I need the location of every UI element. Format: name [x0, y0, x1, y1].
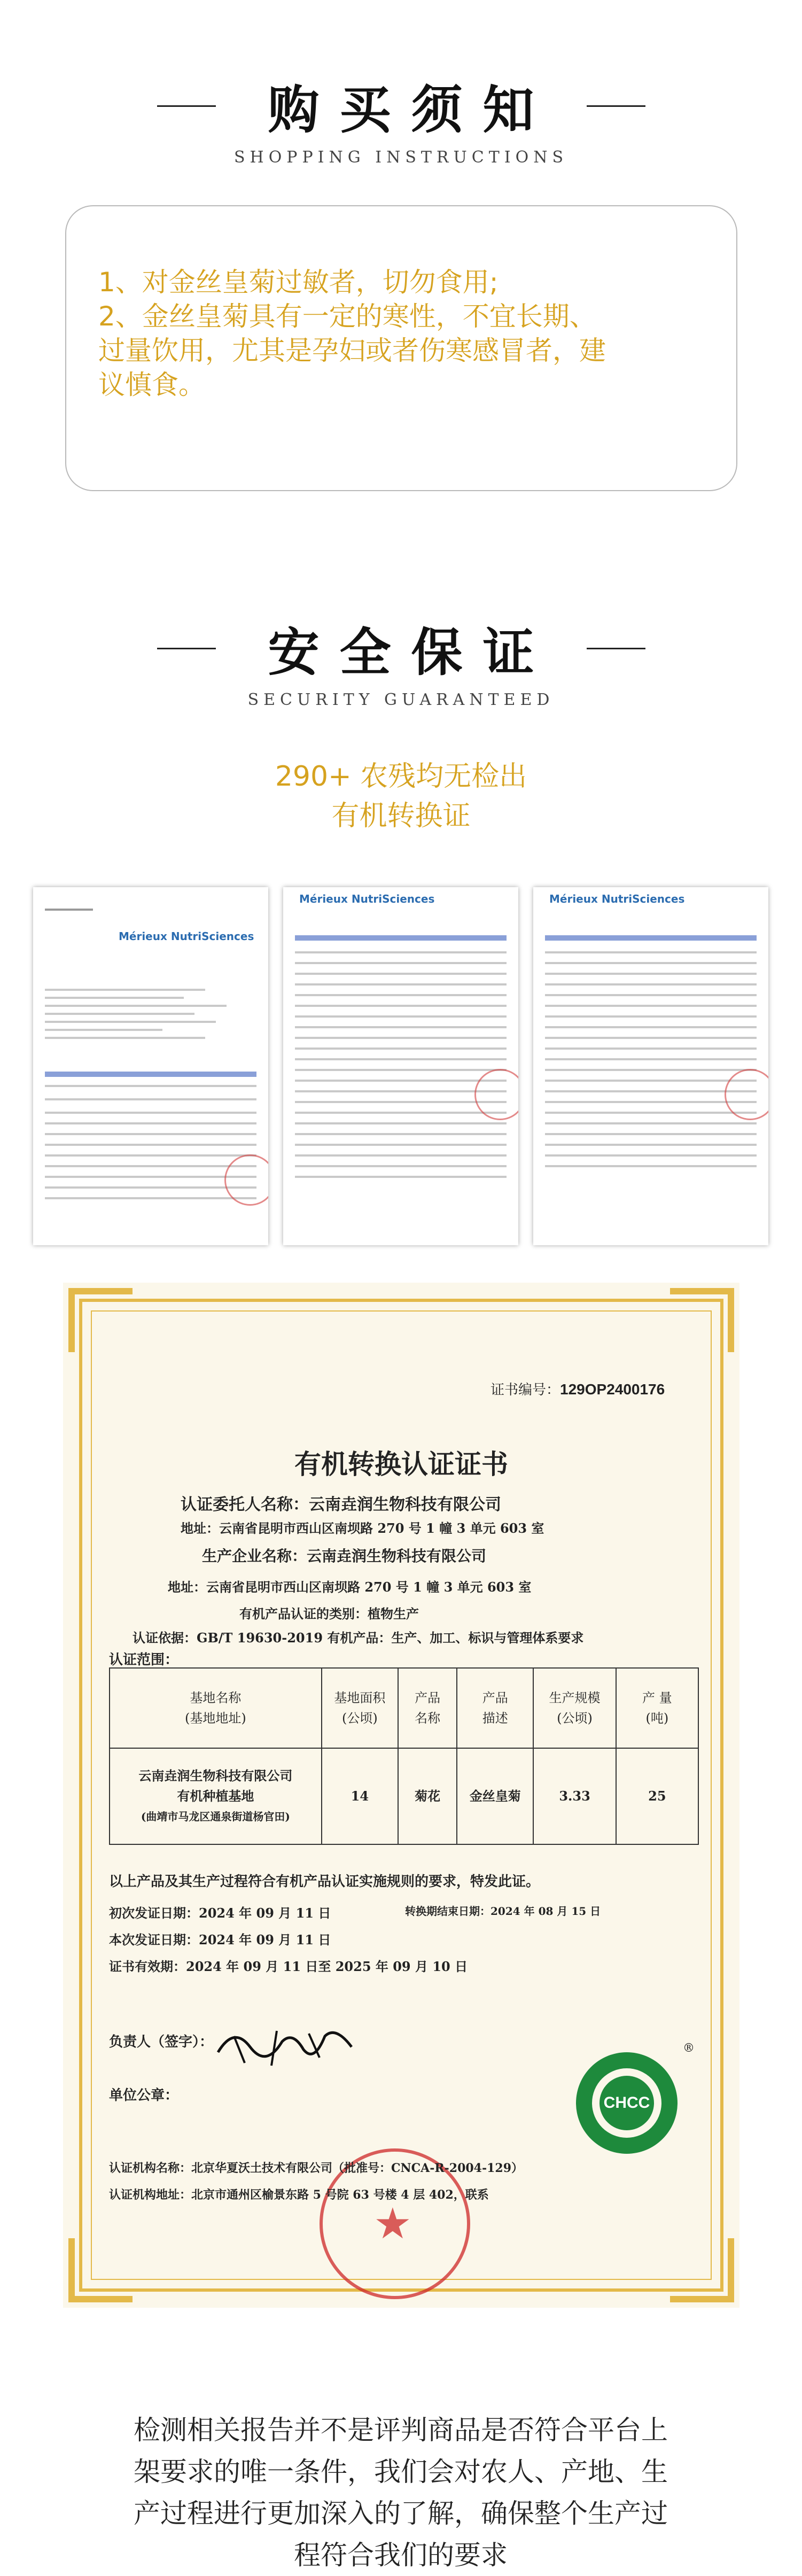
notice-box [65, 205, 737, 491]
seal-star-icon: ★ [373, 2199, 412, 2248]
security-title: 安全保证 [268, 623, 555, 682]
cert-client-label: 认证委托人名称： [181, 1495, 309, 1514]
notice-section-header [0, 69, 802, 167]
corner-ornament [68, 1288, 133, 1352]
cert-producer: 云南垚润生物科技有限公司 [307, 1547, 487, 1565]
base-name: 云南垚润生物科技有限公司 有机种植基地 [138, 1768, 293, 1804]
footer-line-1: 检测相关报告并不是评判商品是否符合平台上 [134, 2415, 668, 2446]
table-cell-area: 14 [322, 1748, 398, 1844]
body-address-label: 认证机构地址： [109, 2188, 192, 2202]
corner-ornament [68, 2238, 133, 2302]
validity-period: 2024 年 09 月 11 日至 2025 年 09 月 10 日 [186, 1959, 468, 1974]
first-issue-label: 初次发证日期： [109, 1905, 199, 1921]
table-header-base: 基地名称 (基地地址) [110, 1668, 322, 1748]
notice-line-1: 1、对金丝皇菊过敏者，切勿食用; [98, 267, 499, 298]
cert-scope-table [109, 1667, 699, 1845]
footer-line-4: 程符合我们的要求 [294, 2540, 508, 2571]
corner-ornament [670, 1288, 734, 1352]
chcc-logo-text: CHCC [599, 2076, 654, 2130]
table-header-area: 基地面积 (公顷) [322, 1668, 398, 1748]
table-cell-output: 25 [616, 1748, 698, 1844]
cert-producer-address-label: 地址： [168, 1579, 206, 1595]
table-cell-scale: 3.33 [533, 1748, 616, 1844]
cert-scope-label: 认证范围： [109, 1652, 179, 1668]
table-cell-base [110, 1748, 322, 1844]
divider-right [587, 648, 645, 649]
notice-line-3: 过量饮用，尤其是孕妇或者伤寒感冒者，建 [98, 335, 606, 366]
footer-disclaimer [80, 2409, 721, 2576]
notice-title: 购买须知 [268, 80, 555, 140]
highlight-line-2: 有机转换证 [331, 800, 471, 832]
chcc-logo [576, 2052, 678, 2154]
table-header-scale: 生产规模 (公顷) [533, 1668, 616, 1748]
cert-title: 有机转换认证证书 [294, 1448, 508, 1480]
table-header-product: 产品 名称 [398, 1668, 457, 1748]
cert-number: 129OP2400176 [560, 1381, 665, 1398]
this-issue-label: 本次发证日期： [109, 1932, 199, 1947]
report-logo: Mérieux NutriSciences [549, 893, 685, 905]
body-name: 北京华夏沃土技术有限公司（批准号：CNCA-R-2004-129） [191, 2161, 524, 2175]
body-label: 认证机构名称： [109, 2161, 192, 2175]
responsible-label: 负责人（签字）： [109, 2034, 214, 2050]
test-report-page-1[interactable] [33, 887, 268, 1245]
divider-left [157, 105, 216, 107]
registered-mark: ® [683, 2042, 695, 2055]
this-issue-date: 2024 年 09 月 11 日 [199, 1932, 331, 1947]
conversion-end-date: 2024 年 08 月 15 日 [490, 1905, 601, 1918]
test-report-page-2[interactable] [283, 887, 518, 1245]
highlight-line-1: 290+ 农残均无检出 [275, 761, 527, 793]
cert-category-label: 有机产品认证的类别： [239, 1606, 368, 1621]
security-section-header [0, 612, 802, 709]
validity-label: 证书有效期： [109, 1959, 186, 1974]
cert-statement: 以上产品及其生产过程符合有机产品认证实施规则的要求，特发此证。 [109, 1874, 540, 1890]
table-header-description: 产品 描述 [457, 1668, 533, 1748]
footer-line-3: 产过程进行更加深入的了解，确保整个生产过 [134, 2498, 668, 2529]
divider-left [157, 648, 216, 649]
cert-address: 云南省昆明市西山区南坝路 270 号 1 幢 3 单元 603 室 [219, 1520, 544, 1536]
table-cell-description: 金丝皇菊 [457, 1748, 533, 1844]
cert-category: 植物生产 [368, 1606, 419, 1621]
first-issue-date: 2024 年 09 月 11 日 [199, 1905, 331, 1921]
organic-conversion-certificate[interactable] [63, 1283, 739, 2308]
security-subtitle: SECURITY GUARANTEED [247, 690, 555, 709]
cert-client: 云南垚润生物科技有限公司 [309, 1495, 501, 1514]
cert-basis: GB/T 19630-2019 有机产品：生产、加工、标识与管理体系要求 [197, 1630, 584, 1646]
cert-number-label: 证书编号： [490, 1382, 560, 1398]
corner-ornament [670, 2238, 734, 2302]
cert-basis-label: 认证依据： [133, 1630, 197, 1646]
cert-producer-address: 云南省昆明市西山区南坝路 270 号 1 幢 3 单元 603 室 [206, 1579, 532, 1595]
report-logo: Mérieux NutriSciences [119, 930, 254, 943]
body-address: 北京市通州区榆景东路 5 号院 63 号楼 4 层 402，联系 [191, 2188, 489, 2202]
unit-seal-label: 单位公章： [109, 2088, 179, 2104]
footer-line-2: 架要求的唯一条件，我们会对农人、产地、生 [134, 2456, 668, 2487]
cert-address-label: 地址： [181, 1520, 219, 1536]
table-cell-product: 菊花 [398, 1748, 457, 1844]
report-logo: Mérieux NutriSciences [299, 893, 435, 905]
conversion-end-label: 转换期结束日期： [405, 1905, 490, 1918]
divider-right [587, 105, 645, 107]
signature [213, 2015, 362, 2074]
notice-line-4: 议慎食。 [98, 369, 205, 400]
base-address: (曲靖市马龙区通泉街道杨官田) [141, 1810, 290, 1823]
notice-subtitle: SHOPPING INSTRUCTIONS [233, 148, 569, 167]
test-report-page-3[interactable] [533, 887, 768, 1245]
table-header-output: 产 量 (吨) [616, 1668, 698, 1748]
cert-producer-label: 生产企业名称： [202, 1547, 307, 1565]
notice-line-2: 2、金丝皇菊具有一定的寒性，不宜长期、 [98, 301, 596, 332]
